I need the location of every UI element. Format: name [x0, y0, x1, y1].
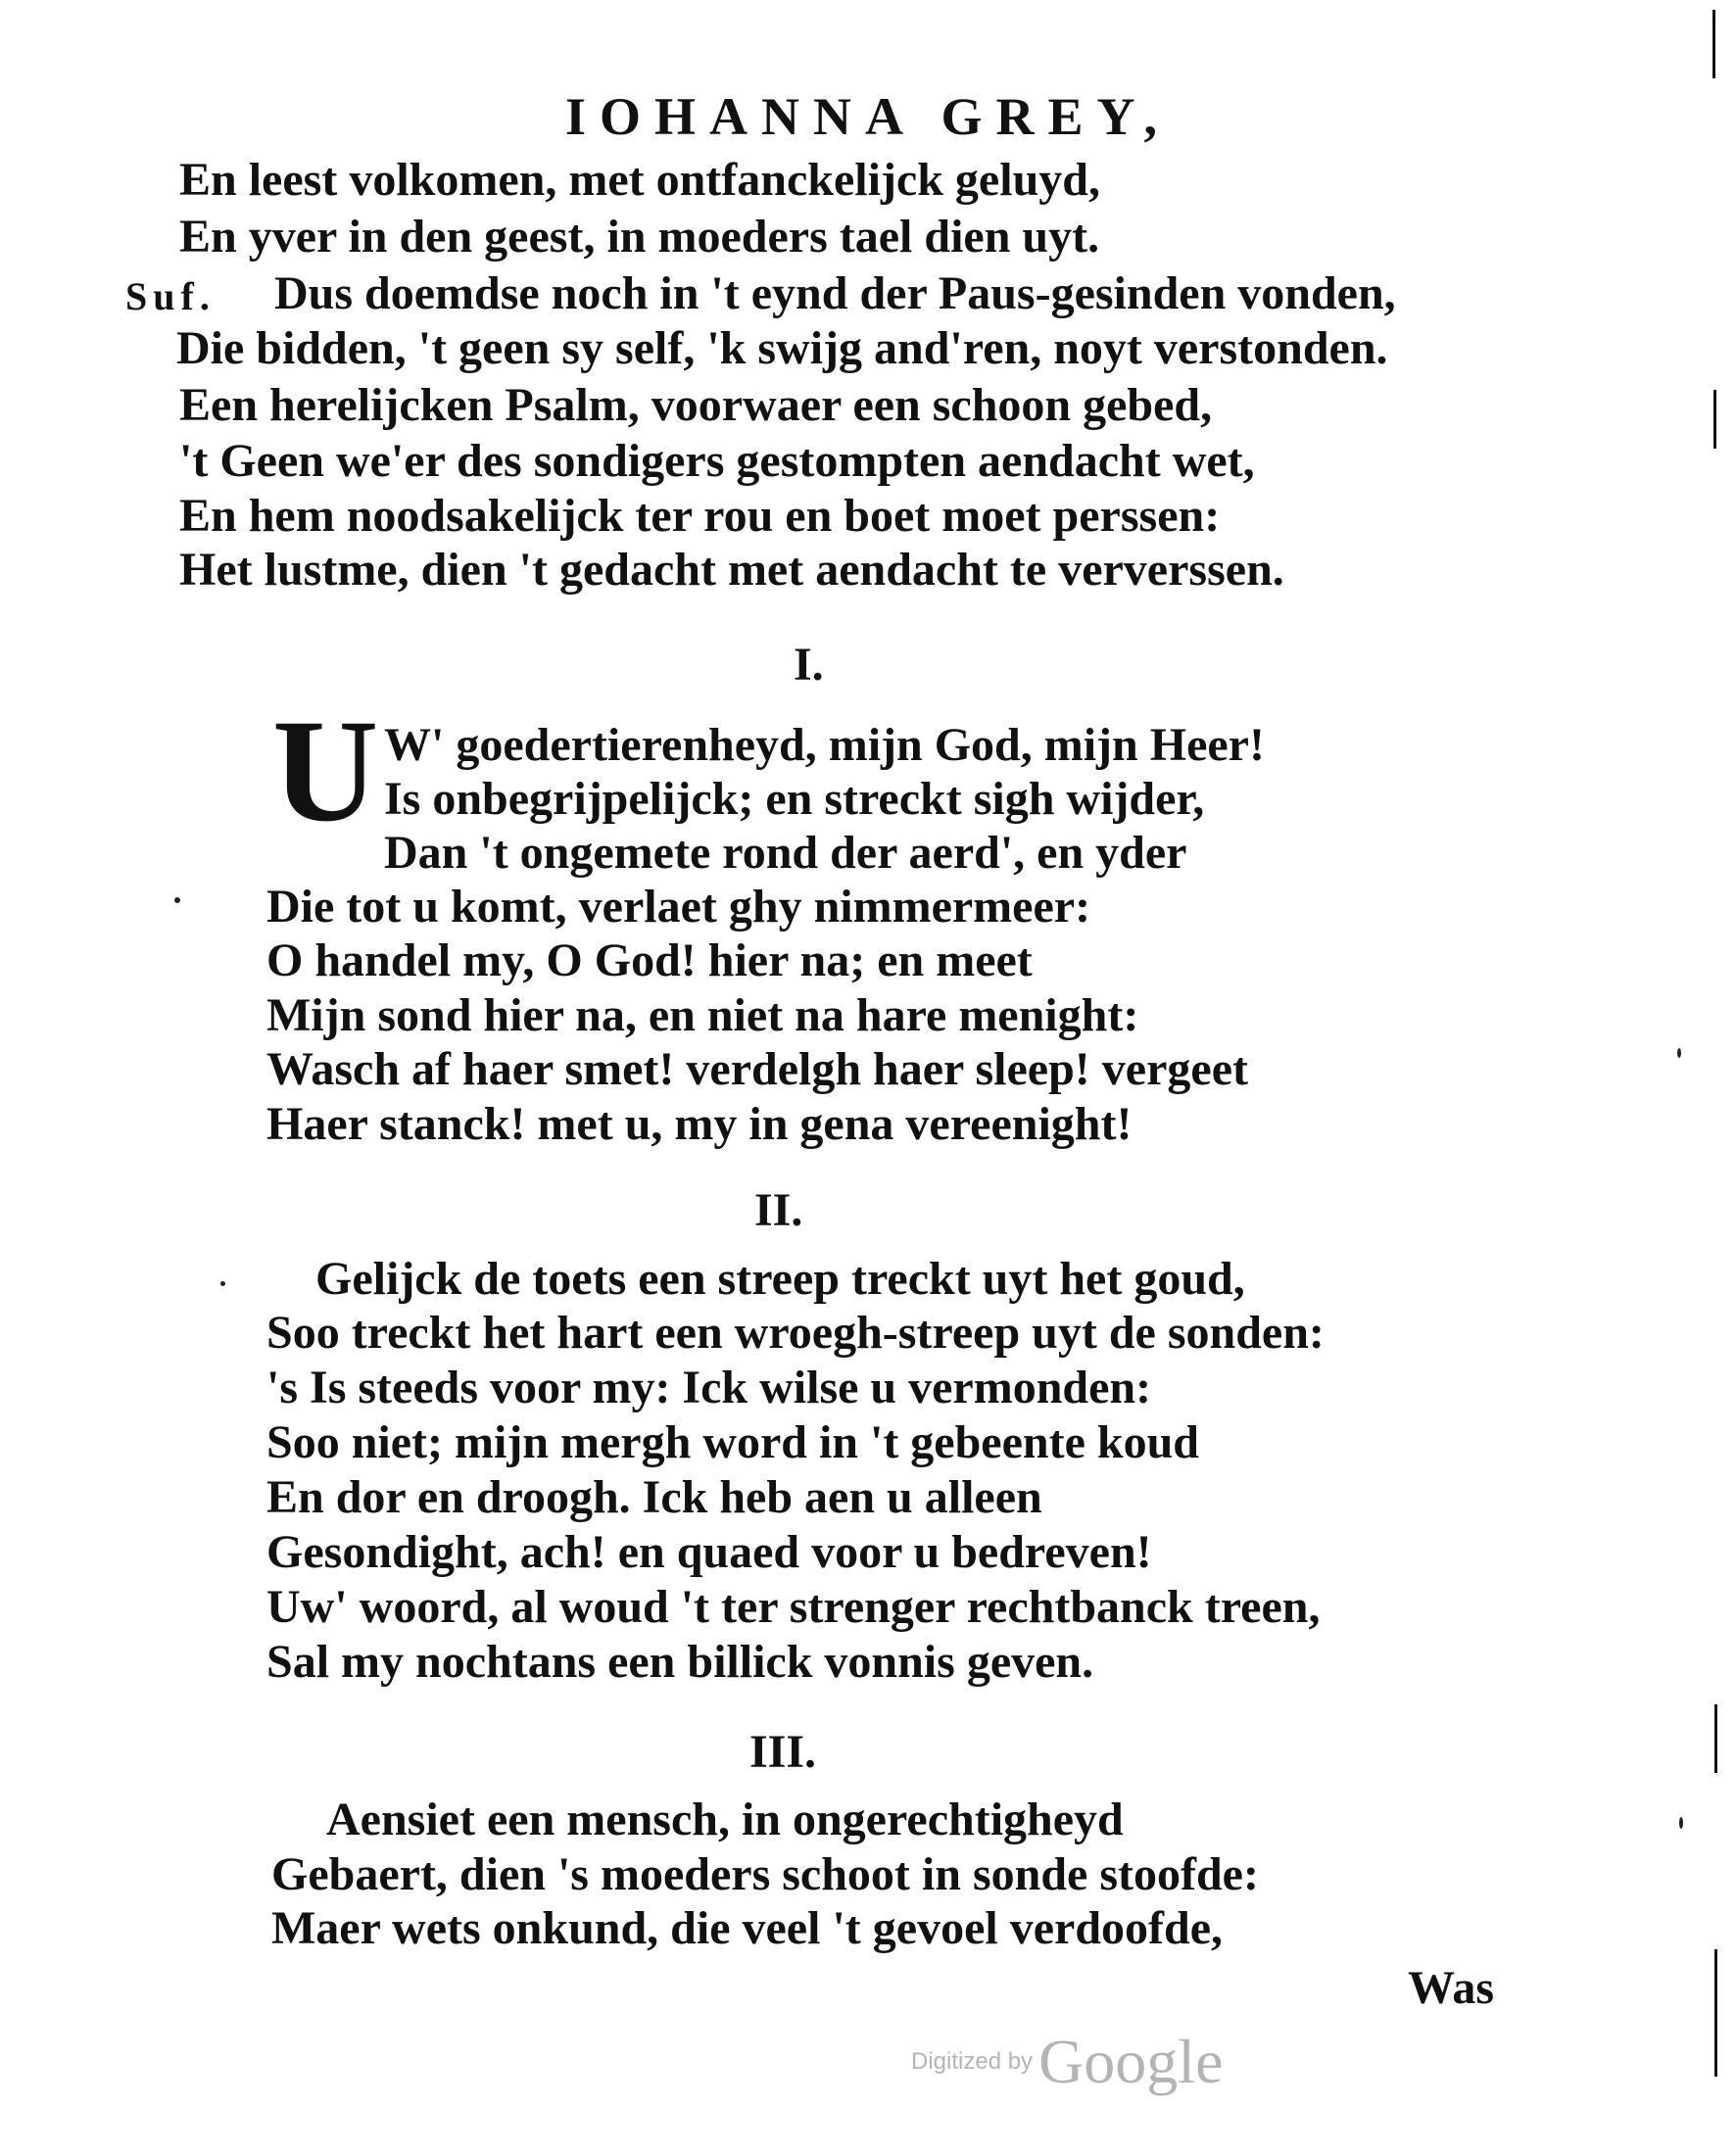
stanza-line: Haer stanck! met u, my in gena vereenight!	[266, 1098, 1133, 1150]
stanza-line: Soo treckt het hart een wroegh-streep uyt de sonden:	[266, 1307, 1325, 1359]
page-edge-mark	[1713, 390, 1716, 449]
watermark-prefix: Digitized by	[911, 2048, 1034, 2075]
page-edge-mark	[1714, 1949, 1717, 2077]
stanza-line: Die tot u komt, verlaet ghy nimmermeer:	[266, 881, 1091, 933]
stanza-line: Is onbegrijpelijck; en streckt sigh wijder,	[384, 773, 1205, 825]
stanza-line: Sal my nochtans een billick vonnis geven.	[266, 1636, 1094, 1688]
stanza-number: I.	[794, 639, 824, 691]
stanza-line: 's Is steeds voor my: Ick wilse u vermonden:	[266, 1362, 1152, 1413]
running-head: IOHANNA GREY,	[564, 87, 1172, 146]
opening-line: Die bidden, 't geen sy self, 'k swijg and'ren, noyt verstonden.	[176, 322, 1388, 374]
watermark-logo: Google	[1038, 2027, 1224, 2096]
opening-line: En leest volkomen, met ontfanckelijck geluyd,	[179, 154, 1100, 206]
opening-line: 't Geen we'er des sondigers gestompten aendacht wet,	[179, 435, 1255, 487]
opening-line: Een herelijcken Psalm, voorwaer een schoon gebed,	[179, 379, 1213, 431]
ink-speck	[174, 897, 180, 903]
stanza-line: Mijn sond hier na, en niet na hare menight:	[266, 989, 1139, 1041]
page-edge-mark	[1712, 10, 1715, 78]
stanza-line: Gebaert, dien 's moeders schoot in sonde stoofde:	[271, 1848, 1259, 1900]
opening-line: En hem noodsakelijck ter rou en boet moet perssen:	[179, 490, 1221, 542]
stanza-line: Uw' woord, al woud 't ter strenger rechtbanck treen,	[266, 1581, 1321, 1633]
ink-speck	[1679, 1817, 1683, 1829]
stanza-number: III.	[749, 1726, 817, 1778]
stanza-line: Dan 't ongemete rond der aerd', en yder	[384, 827, 1187, 879]
stanza-line: Wasch af haer smet! verdelgh haer sleep! vergeet	[266, 1043, 1248, 1095]
catchword: Was	[1408, 1962, 1495, 2014]
stanza-line: O handel my, O God! hier na; en meet	[266, 934, 1033, 986]
stanza-line: W' goedertierenheyd, mijn God, mijn Heer!	[384, 719, 1265, 771]
opening-line: Dus doemdse noch in 't eynd der Paus-gesinden vonden,	[274, 267, 1396, 319]
stanza-line: Aensiet een mensch, in ongerechtigheyd	[326, 1794, 1124, 1845]
stanza-line: Soo niet; mijn mergh word in 't gebeente koud	[266, 1416, 1199, 1468]
stanza-number: II.	[754, 1184, 803, 1236]
speaker-label: Suf.	[125, 274, 216, 318]
stanza-line: Maer wets onkund, die veel 't gevoel verdoofde,	[271, 1902, 1223, 1954]
opening-line: En yver in den geest, in moeders tael dien uyt.	[179, 211, 1100, 263]
digitization-watermark	[911, 2026, 1223, 2098]
stanza-line: En dor en droogh. Ick heb aen u alleen	[266, 1471, 1042, 1523]
ink-speck	[220, 1281, 225, 1286]
stanza-line: Gesondight, ach! en quaed voor u bedreven!	[266, 1526, 1152, 1578]
page-edge-mark	[1714, 1704, 1717, 1773]
ink-speck	[1677, 1048, 1681, 1058]
stanza-line: Gelijck de toets een streep treckt uyt het goud,	[315, 1253, 1245, 1305]
drop-cap: U	[272, 690, 379, 852]
opening-line: Het lustme, dien 't gedacht met aendacht te ververssen.	[179, 544, 1284, 596]
